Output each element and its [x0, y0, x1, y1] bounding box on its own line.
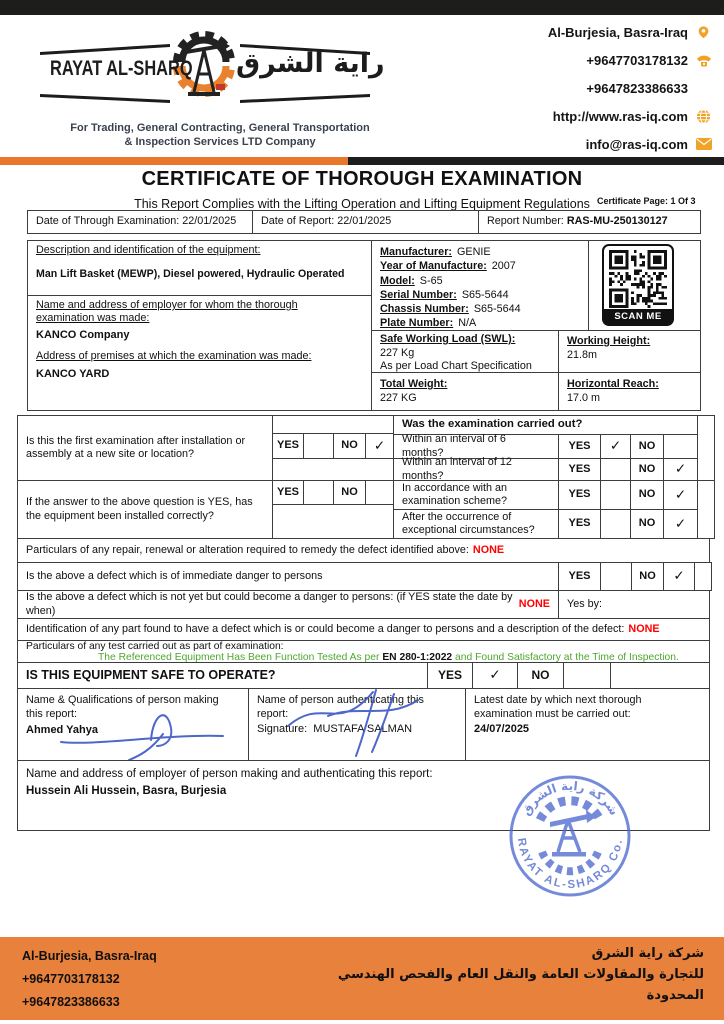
- serial-label: Serial Number:: [380, 288, 457, 301]
- scheme-text: In accordance with an examination scheme?: [393, 480, 559, 510]
- contact-phone1: +9647703178132: [586, 52, 688, 68]
- stamp-arabic-text: شركة راية الشرق: [518, 778, 622, 818]
- divider-orange: [0, 157, 349, 165]
- year-label: Year of Manufacture:: [380, 260, 487, 273]
- year-value: 2007: [491, 260, 516, 273]
- potential-danger-text: Is the above a defect which is not yet but could become a danger to persons: (if YES state the date by when): [26, 591, 513, 617]
- authenticator-name: MUSTAFA SALMAN: [313, 723, 413, 735]
- identification-row: [17, 618, 710, 641]
- manufacturer-info-cell: [371, 240, 589, 331]
- maker-cell: [17, 688, 249, 761]
- q1-yes-checkbox[interactable]: [303, 433, 334, 459]
- repair-row: [17, 538, 710, 563]
- model-value: S-65: [419, 274, 443, 287]
- spacer: [695, 80, 712, 96]
- footer-phone2: +9647823386633: [22, 995, 120, 1009]
- exceptional-no-checkbox[interactable]: ✓: [663, 509, 698, 539]
- immediate-danger-no-label: NO: [631, 562, 664, 591]
- swl-label: Safe Working Load (SWL):: [380, 333, 516, 345]
- safe-no-label: NO: [517, 662, 564, 689]
- authenticator-name-line: [257, 723, 457, 736]
- q1-right-strip: [697, 415, 715, 481]
- tagline-line1: For Trading, General Contracting, General Transportation: [70, 122, 370, 134]
- contact-email-row[interactable]: [586, 134, 712, 154]
- qr-code: [602, 244, 674, 326]
- maker-name: Ahmed Yahya: [26, 724, 98, 736]
- model-label: Model:: [380, 274, 415, 287]
- location-pin-icon: [695, 24, 712, 40]
- exceptional-text: After the occurrence of exceptional circumstances?: [393, 509, 559, 539]
- description-value: Man Lift Basket (MEWP), Diesel powered, Hydraulic Operated: [36, 268, 345, 281]
- immediate-danger-no-checkbox[interactable]: ✓: [663, 562, 695, 591]
- report-employer-cell: [17, 760, 710, 831]
- plate-label: Plate Number:: [380, 317, 454, 330]
- immediate-danger-text: Is the above a defect which is of immediate danger to persons: [17, 562, 559, 591]
- q1-no-checkbox[interactable]: ✓: [365, 433, 394, 459]
- contact-phone2-row: [586, 78, 712, 98]
- immediate-danger-end-strip: [694, 562, 712, 591]
- report-employer-value: Hussein Ali Hussein, Basra, Burjesia: [26, 785, 227, 797]
- chassis-value: S65-5644: [473, 303, 521, 316]
- contact-website-row[interactable]: [553, 106, 712, 126]
- working-height-value: 21.8m: [567, 349, 598, 361]
- exceptional-no-label: NO: [630, 509, 664, 539]
- next-exam-heading: Latest date by which next thorough examination must be carried out:: [474, 694, 642, 720]
- q1-text: Is this the first examination after installation or assembly at a new site or location?: [26, 434, 246, 460]
- premises-heading: Address of premises at which the examination was made:: [36, 349, 312, 362]
- scheme-yes-checkbox[interactable]: [600, 480, 631, 510]
- qr-matrix: [609, 250, 667, 308]
- exceptional-yes-checkbox[interactable]: [600, 509, 631, 539]
- test-heading: Particulars of any test carried out as part of examination:: [26, 641, 284, 652]
- contact-address: Al-Burjesia, Basra-Iraq: [547, 24, 688, 40]
- q2-cell: [17, 480, 273, 539]
- page-title: CERTIFICATE OF THOROUGH EXAMINATION: [141, 168, 583, 190]
- q2-no-label: NO: [333, 480, 366, 505]
- q2-no-checkbox[interactable]: [365, 480, 394, 505]
- interval6-yes-checkbox[interactable]: ✓: [600, 434, 631, 459]
- carried-out-header: Was the examination carried out?: [393, 415, 698, 435]
- test-row: [17, 640, 710, 663]
- footer-arabic-line3: المحدودة: [646, 988, 704, 1003]
- potential-danger-value: NONE: [518, 597, 550, 610]
- q1-no-label: NO: [333, 433, 366, 459]
- plate-value: N/A: [458, 317, 477, 330]
- horizontal-reach-label: Horizontal Reach:: [567, 378, 659, 390]
- interval12-text: Within an interval of 12 months?: [393, 458, 559, 481]
- date-report-value: 22/01/2025: [337, 215, 392, 228]
- brand-name-latin: RAYAT AL-SHARQ: [50, 57, 193, 80]
- next-exam-date: 24/07/2025: [474, 723, 530, 735]
- interval6-no-label: NO: [630, 434, 664, 459]
- q1-cell: [17, 415, 273, 481]
- q2-yes-checkbox[interactable]: [303, 480, 334, 505]
- q1-spacer-top: [272, 415, 394, 434]
- footer-arabic-line1: شركة راية الشرق: [591, 946, 704, 961]
- test-standard: EN 280-1:2022: [382, 651, 453, 663]
- q1-spacer-bottom: [272, 458, 394, 481]
- interval6-text: Within an interval of 6 months?: [393, 434, 559, 459]
- stamp-latin-text: RAYAT AL-SHARQ Co.: [514, 837, 625, 892]
- footer-band: [0, 937, 724, 1020]
- q1-yes-label: YES: [272, 433, 304, 459]
- footer-address: Al-Burjesia, Basra-Iraq: [22, 949, 157, 963]
- globe-icon: [695, 108, 712, 124]
- report-number-cell: [478, 210, 701, 234]
- envelope-icon: [695, 136, 712, 152]
- contact-phone1-row: [586, 50, 712, 70]
- report-employer-heading: Name and address of employer of person making and authenticating this report:: [26, 768, 433, 780]
- safe-question: IS THIS EQUIPMENT SAFE TO OPERATE?: [17, 662, 428, 689]
- interval12-yes-checkbox[interactable]: [600, 458, 631, 481]
- date-report-label: Date of Report:: [261, 215, 335, 228]
- certificate-page-note: Certificate Page: 1 Of 3: [597, 196, 696, 206]
- immediate-danger-yes-checkbox[interactable]: [600, 562, 632, 591]
- top-bar: [0, 0, 724, 15]
- brand-name-arabic: راية الشرق: [236, 48, 385, 79]
- swl-cell: [371, 330, 559, 373]
- authenticator-heading: Name of person authenticating this report:: [257, 694, 424, 720]
- date-exam-value: 22/01/2025: [182, 215, 237, 228]
- swl-value: 227 Kg: [380, 346, 415, 359]
- total-weight-cell: [371, 372, 559, 411]
- page-subtitle: This Report Complies with the Lifting Operation and Lifting Equipment Regulations: [134, 197, 590, 211]
- premises-value: KANCO YARD: [36, 367, 110, 380]
- interval12-no-label: NO: [630, 458, 664, 481]
- employer-value: KANCO Company: [36, 329, 130, 342]
- q2-text: If the answer to the above question is YES, has the equipment been installed correctly?: [26, 496, 253, 522]
- next-exam-cell: [465, 688, 710, 761]
- total-weight-value: 227 KG: [380, 392, 417, 404]
- date-report-cell: [252, 210, 479, 234]
- divider-black: [348, 157, 724, 165]
- identification-text: Identification of any part found to have a defect which is or could become a danger to persons and a description of the defect:: [26, 622, 625, 635]
- chassis-label: Chassis Number:: [380, 303, 469, 316]
- report-number-value: RAS-MU-250130127: [566, 215, 668, 228]
- q2-spacer-bottom: [272, 504, 394, 539]
- test-green1: The Referenced Equipment Has Been Function Tested As per: [98, 651, 380, 663]
- qr-scan-label: SCAN ME: [604, 309, 672, 324]
- manufacturer-value: GENIE: [457, 246, 491, 258]
- footer-contact: [22, 945, 157, 1014]
- footer-arabic-line2: للتجارة والمقاولات العامة والنقل العام والفحص الهندسي: [337, 967, 704, 982]
- yes-by-cell[interactable]: Yes by:: [558, 590, 710, 619]
- scheme-yes-label: YES: [558, 480, 601, 510]
- contact-website[interactable]: http://www.ras-iq.com: [552, 108, 688, 124]
- safe-no-checkbox[interactable]: [563, 662, 611, 689]
- interval12-no-checkbox[interactable]: ✓: [663, 458, 698, 481]
- contact-email[interactable]: info@ras-iq.com: [585, 136, 688, 152]
- potential-danger-row: [17, 590, 559, 619]
- tagline-line2: & Inspection Services LTD Company: [124, 135, 316, 148]
- horizontal-reach-value: 17.0 m: [567, 392, 601, 404]
- brand-tagline: [40, 122, 400, 149]
- svg-text:RAYAT AL-SHARQ Co.: [515, 837, 625, 891]
- immediate-danger-yes-label: YES: [558, 562, 601, 591]
- description-heading: Description and identification of the equipment:: [36, 244, 261, 256]
- safe-yes-checkbox[interactable]: ✓: [472, 662, 518, 689]
- date-exam-label: Date of Through Examination:: [36, 215, 180, 228]
- interval6-yes-label: YES: [558, 434, 601, 459]
- swl-note: As per Load Chart Specification: [380, 360, 532, 372]
- q2-yes-label: YES: [272, 480, 304, 505]
- identification-value: NONE: [628, 622, 660, 635]
- horizontal-reach-cell: [558, 372, 701, 411]
- equipment-description-cell: [27, 240, 372, 296]
- report-number-label: Report Number:: [487, 215, 564, 228]
- manufacturer-label: Manufacturer:: [380, 246, 452, 258]
- q2-right-strip: [697, 480, 715, 539]
- scheme-no-label: NO: [630, 480, 664, 510]
- total-weight-label: Total Weight:: [380, 378, 448, 390]
- footer-company-arabic: [338, 943, 704, 1006]
- repair-value: NONE: [472, 543, 505, 556]
- contact-phone2: +9647823386633: [586, 80, 688, 96]
- employer-heading: Name and address of employer for whom the thorough examination was made:: [36, 299, 298, 325]
- contact-address-row: [548, 22, 712, 42]
- date-exam-cell: [27, 210, 253, 234]
- footer-phone1: +9647703178132: [22, 972, 120, 986]
- exceptional-yes-label: YES: [558, 509, 601, 539]
- working-height-label: Working Height:: [567, 335, 651, 347]
- scheme-no-checkbox[interactable]: ✓: [663, 480, 698, 510]
- authenticator-cell: [248, 688, 466, 761]
- employer-cell: [27, 295, 372, 411]
- repair-text: Particulars of any repair, renewal or alteration required to remedy the defect identified above:: [26, 543, 469, 556]
- test-green2: and Found Satisfactory at the Time of Inspection.: [455, 651, 679, 663]
- serial-value: S65-5644: [461, 288, 509, 301]
- safe-end-strip: [610, 662, 710, 689]
- maker-heading: Name & Qualifications of person making this report:: [26, 694, 219, 720]
- working-height-cell: [558, 330, 701, 373]
- interval12-yes-label: YES: [558, 458, 601, 481]
- interval6-no-checkbox[interactable]: [663, 434, 698, 459]
- signature-label: Signature:: [257, 723, 308, 735]
- safe-yes-label: YES: [427, 662, 473, 689]
- phone-icon: [695, 52, 712, 68]
